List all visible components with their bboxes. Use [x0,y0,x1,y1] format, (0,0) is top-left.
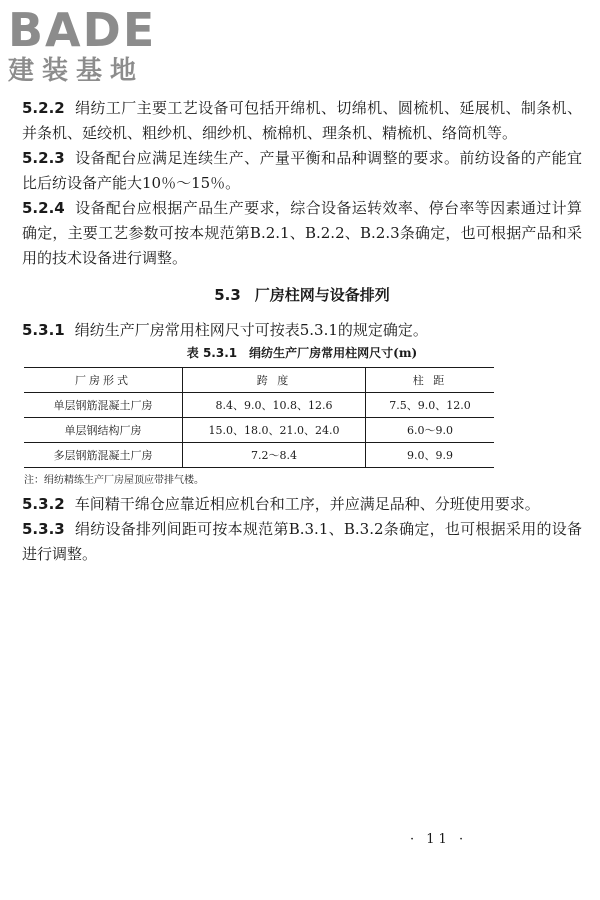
table-row [24,443,494,468]
column-grid-table [24,367,494,468]
section-title: 厂房柱网与设备排列 [254,286,390,304]
clause-5-2-2 [22,96,582,146]
cell-building-type: 单层钢结构厂房 [24,418,183,443]
clause-number: 5.3.3 [22,520,65,538]
clause-5-2-4 [22,196,582,271]
cell-building-type: 单层钢筋混凝土厂房 [24,393,183,418]
table-note: 注：绢纺精练生产厂房屋顶应带排气楼。 [24,475,204,486]
clause-text: 车间精干绵仓应靠近相应机台和工序，并应满足品种、分班使用要求。 [74,495,540,513]
table-row [24,393,494,418]
clause-text: 绢纺生产厂房常用柱网尺寸可按表5.3.1的规定确定。 [74,321,428,339]
section-heading [22,283,582,308]
logo [8,3,178,90]
header-building-type: 厂房形式 [24,368,183,393]
clause-5-2-3 [22,146,582,196]
cell-column-spacing: 9.0、9.9 [366,443,495,468]
clause-text: 绢纺设备排列间距可按本规范第B.3.1、B.3.2条确定，也可根据采用的设备进行调整。 [22,520,582,563]
document-body [22,96,582,567]
table-header-row [24,368,494,393]
clause-5-3-3 [22,517,582,567]
cell-span: 7.2～8.4 [183,443,366,468]
logo-tagline: 建装基地 [8,56,145,86]
section-number: 5.3 [214,286,241,304]
clause-5-3-2 [22,492,582,517]
cell-span: 8.4、9.0、10.8、12.6 [183,393,366,418]
clause-text: 绢纺工厂主要工艺设备可包括开绵机、切绵机、圆梳机、延展机、制条机、并条机、延绞机、粗纱机、细纱机、梳棉机、理条机、精梳机、络筒机等。 [22,99,582,142]
clause-text: 设备配台应满足连续生产、产量平衡和品种调整的要求。前纺设备的产能宜比后纺设备产能大10％～15％。 [22,149,582,192]
table-number: 表 5.3.1 [186,346,238,360]
clause-number: 5.3.1 [22,321,65,339]
cell-column-spacing: 6.0～9.0 [366,418,495,443]
clause-number: 5.2.2 [22,99,65,117]
cell-span: 15.0、18.0、21.0、24.0 [183,418,366,443]
header-column-spacing: 柱 距 [366,368,495,393]
table-caption-text: 绢纺生产厂房常用柱网尺寸(m) [249,346,418,360]
cell-building-type: 多层钢筋混凝土厂房 [24,443,183,468]
clause-number: 5.2.3 [22,149,65,167]
clause-text: 设备配台应根据产品生产要求，综合设备运转效率、停台率等因素通过计算确定，主要工艺参数可按本规范第B.2.1、B.2.2、B.2.3条确定，也可根据产品和采用的技术设备进行调整。 [22,199,582,267]
cell-column-spacing: 7.5、9.0、12.0 [366,393,495,418]
table-row [24,418,494,443]
table-caption [22,345,582,361]
logo-wordmark: BADE [8,3,157,57]
header-span: 跨 度 [183,368,366,393]
clause-number: 5.2.4 [22,199,65,217]
clause-number: 5.3.2 [22,495,65,513]
page-number: · 11 · [410,832,468,847]
clause-5-3-1 [22,318,582,343]
